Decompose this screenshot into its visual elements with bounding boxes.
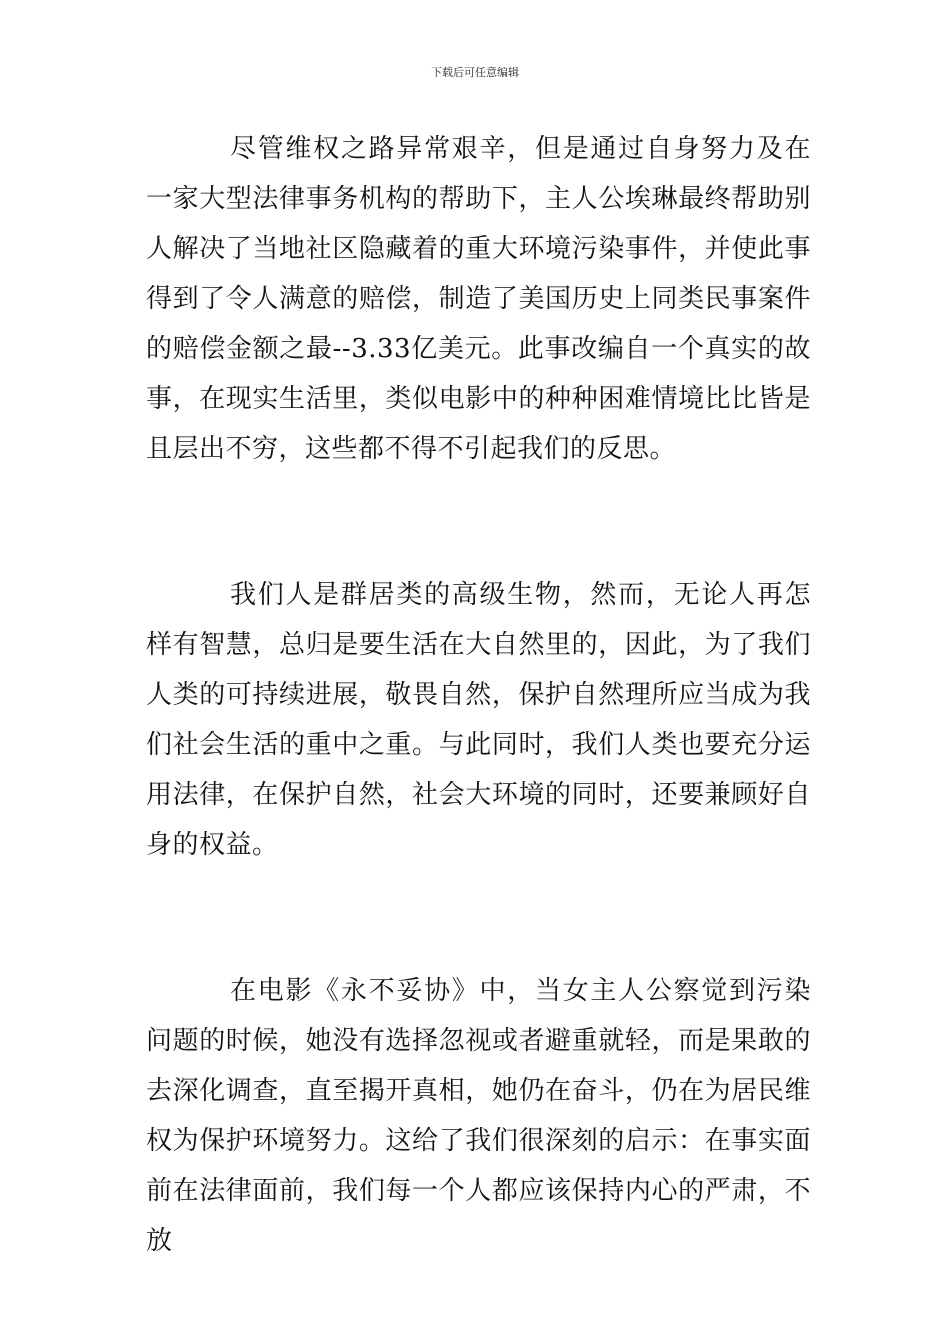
- paragraph-3: 在电影《永不妥协》中，当女主人公察觉到污染问题的时候，她没有选择忽视或者避重就轻，而是果敢的去深化调查，直至揭开真相，她仍在奋斗，仍在为居民维权为保护环境努力。这给了我们很深刻的启示：在事实面前在法律面前，我们每一个人都应该保持内心的严肃，不放: [146, 976, 811, 1256]
- page-header: 下载后可任意编辑: [431, 66, 519, 79]
- paragraph-2: 我们人是群居类的高级生物，然而，无论人再怎样有智慧，总归是要生活在大自然里的，因此，为了我们人类的可持续进展，敬畏自然，保护自然理所应当成为我们社会生活的重中之重。与此同时，我们人类也要充分运用法律，在保护自然，社会大环境的同时，还要兼顾好自身的权益。: [146, 580, 811, 860]
- document-body: [146, 124, 811, 1266]
- paragraph-1: 尽管维权之路异常艰辛，但是通过自身努力及在一家大型法律事务机构的帮助下，主人公埃琳最终帮助别人解决了当地社区隐藏着的重大环境污染事件，并使此事得到了令人满意的赔偿，制造了美国历史上同类民事案件的赔偿金额之最--3.33亿美元。此事改编自一个真实的故事，在现实生活里，类似电影中的种种困难情境比比皆是且层出不穷，这些都不得不引起我们的反思。: [146, 134, 811, 464]
